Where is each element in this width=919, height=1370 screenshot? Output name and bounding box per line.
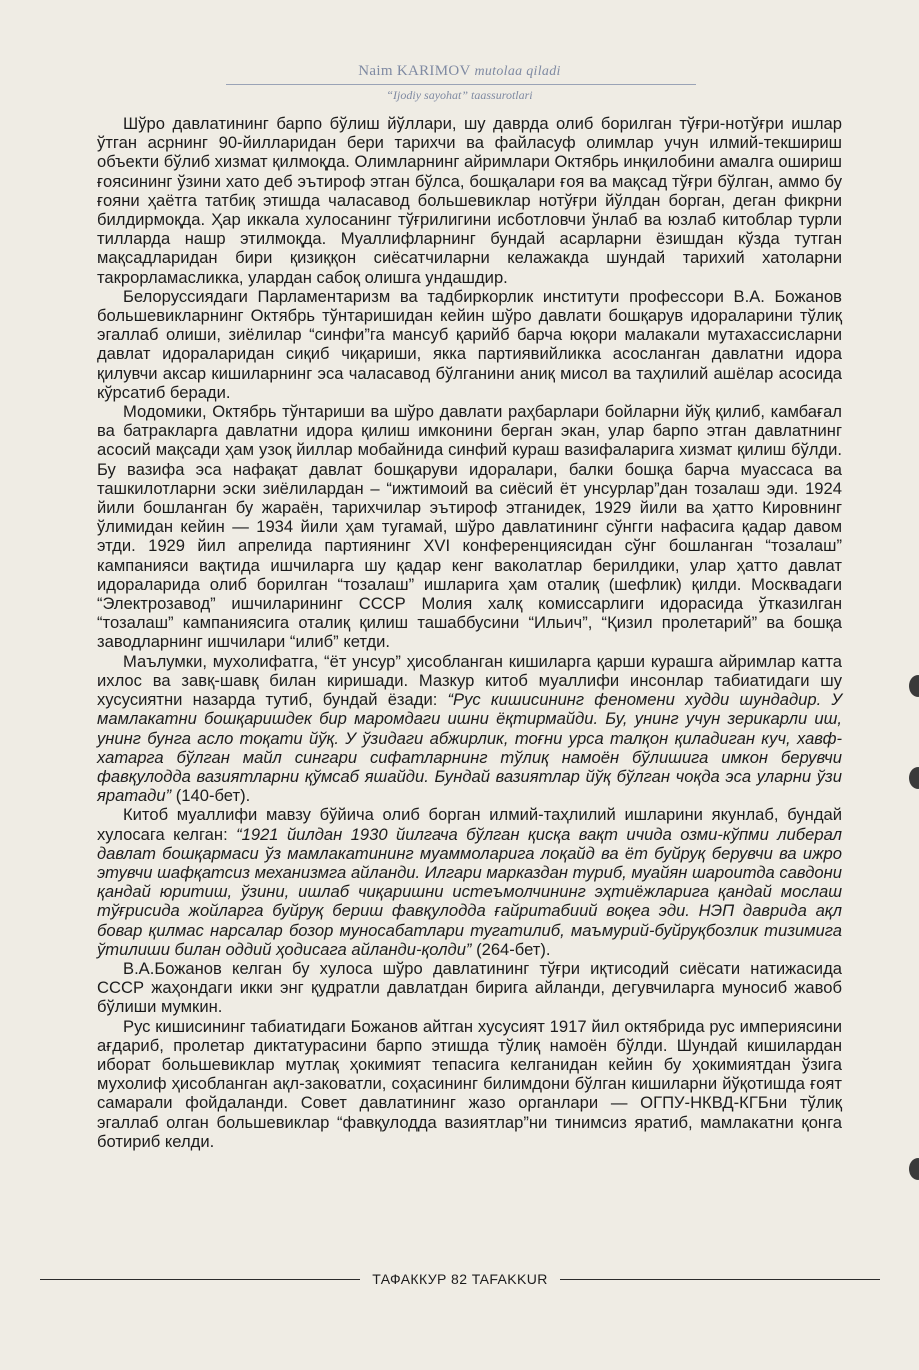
footer-word-right: TAFAKKUR xyxy=(471,1271,548,1287)
paragraph-text: Белоруссиядаги Парламентаризм ва тадбиркорлик институти профессори В.А. Божанов большевикларнинг Октябрь тўнтаришидан кейин шўро давлати бошқарув идораларини тўлиқ эгаллаб олиши, зиёлилар “синфи”га мансуб қарийб барча юқори малакали мутахассисларни давлат идораларидан сиқиб чиқариши, якка партиявийликка асосланган давлатни идора қилувчи аксар кишиларнинг эса чаласавод бўлганини аниқ мисол ва таҳлилий ашёлар асосида кўрсатиб беради. xyxy=(97,286,842,402)
footer-rule-left xyxy=(40,1279,360,1280)
quote-text: “Рус кишисининг феномени худди шундадир. У мамлакатни бошқаришдек бир маромдаги ишни ёқтирмайди. Бу, унинг учун зерикарли иш, унинг бунга асло тоқати йўқ. У ўзидаги абжирлик, тоғни урса талқон қиладиган куч, хавф-хатарга бўлган майл сингари сифатларнинг тўлиқ намоён бўлишига имкон берувчи фавқулодда вазиятларни қўмсаб яшайди. Бундай вазиятлар йўқ бўлган чоқда эса уларни ўзи яратади” xyxy=(97,690,842,806)
running-header xyxy=(0,62,919,102)
page-footer xyxy=(40,1268,880,1290)
page-number: 82 xyxy=(451,1271,468,1287)
paragraph-text: Маълумки, мухолифатга, “ёт унсур” ҳисобланган кишиларга қарши курашга айримлар катта ихлос ва завқ-шавқ билан киришади. Мазкур китоб муаллифи инсонлар табиатидаги шу хусусиятни назарда тутиб, бундай ёзади: xyxy=(97,651,842,710)
binding-hole xyxy=(909,767,919,789)
paragraph-text: В.А.Божанов келган бу хулоса шўро давлатининг тўғри иқтисодий сиёсати натижасида СССР жаҳондаги икки энг қудратли давлатдан бирига айланди, дегувчиларга муносиб жавоб бўлиши мумкин. xyxy=(97,958,842,1017)
paragraph xyxy=(97,287,842,402)
header-author-line xyxy=(0,62,919,81)
paragraph-text: Китоб муаллифи мавзу бўйича олиб борган илмий-таҳлилий ишларини якунлаб, бундай хулосага келган: xyxy=(97,805,842,844)
paragraph-text: (264-бет). xyxy=(471,939,551,959)
paragraph xyxy=(97,1017,842,1151)
paragraph xyxy=(97,652,842,806)
paragraph-text: Шўро давлатининг барпо бўлиш йўллари, шу даврда олиб борилган тўғри-нотўғри ишлар ўтган асрнинг 90-йилларидан бери тарихчи ва файласуф олимлар учун илмий-текшириш объекти бўлиб хизмат қилмоқда. Олимларнинг айримлари Октябрь инқилобини амалга ошириш ғоясининг ўзини хато деб эътироф этган бўлса, бошқалари ғоя ва мақсад тўғри бўлган, аммо бу ғояни ҳаётга татбиқ этишда чаласавод большевиклар нотўғри йўлдан борган, деган фикрни билдирмоқда. Ҳар иккала хулосанинг тўғрилигини исботловчи ўнлаб ва юзлаб китоблар турли тилларда нашр этилмоқда. Муаллифларнинг бундай асарларни ёзишдан кўзда тутган мақсадларидан бири қизиққон сиёсатчиларни келажакда шундай тарихий хатоларни такрорламасликка, улардан сабоқ олишга ундашдир. xyxy=(97,114,842,287)
footer-rule-right xyxy=(560,1279,880,1280)
quote-text: “1921 йилдан 1930 йилгача бўлган қисқа вақт ичида озми-кўпми либерал давлат бошқармаси ўз мамлакатининг муаммоларига лоқайд ва ёт буйруқ берувчи ва ижро этувчи шафқатсиз механизмга айланди. Илгари марказдан туриб, муайян шароитда савдони қандай юритиш, ўзини, ишлаб чиқаришни истеъмолчининг эҳтиёжларига қандай мослаш тўғрисида жойларга буйруқ бериш фавқулодда ғайритабиий воқеа эди. НЭП даврида ақл бовар қилмас нарсалар бозор муносабатлари тугатилиб, маъмурий-буйруқбозлик тизимига ўтилиши билан оддий ҳодисага айланди-қолди” xyxy=(97,824,842,959)
paragraph-text: (140-бет). xyxy=(171,786,251,806)
binding-hole xyxy=(909,675,919,697)
footer-word-left: ТАФАККУР xyxy=(372,1271,447,1287)
paragraph xyxy=(97,114,842,287)
header-mutolaa: mutolaa qiladi xyxy=(474,64,561,79)
header-series: “Ijodiy sayohat” taassurotlari xyxy=(386,88,533,102)
paragraph-text: Рус кишисининг табиатидаги Божанов айтган хусусият 1917 йил октябрида рус империясини ағдариб, пролетар диктатурасини барпо этишда тўлиқ намоён бўлди. Шундай кишилардан иборат большевиклар мутлақ ҳокимият тепасига келганидан кейин бу ҳокимиятдан ўзига мухолиф ҳисобланган ақл-заковатли, соҳасининг билимдони бўлган кишиларни йўқотишда ғоят самарали фойдаланди. Совет давлатининг жазо органлари — ОГПУ-НКВД-КГБни тўлиқ эгаллаб олган большевиклар “фавқулодда вазиятлар”ни тинимсиз яратиб, мамлакатни қонга ботириб келди. xyxy=(97,1016,842,1151)
paragraph xyxy=(97,805,842,959)
binding-hole xyxy=(909,1158,919,1180)
header-rule xyxy=(226,84,696,85)
paragraph xyxy=(97,402,842,652)
header-author: Naim KARIMOV xyxy=(358,63,471,79)
paragraph-text: Модомики, Октябрь тўнтариши ва шўро давлати раҳбарлари бойларни йўқ қилиб, камбағал ва батракларга давлатни идора қилиш имконини берган экан, улар барпо этган давлатнинг асосий мақсади ҳам узоқ йиллар мобайнида синфий кураш вазифаларига хизмат қилиш бўлди. Бу вазифа эса нафақат давлат бошқаруви идоралари, балки бошқа барча муассаса ва ташкилотларни эски зиёлилардан – “ижтимоий ва сиёсий ёт унсурлар”дан тозалаш эди. 1924 йили бошланган бу жараён, тарихчилар эътироф этганидек, 1929 йили ва ҳатто Кировнинг ўлимидан кейин — 1934 йили ҳам тугамай, шўро давлатининг сўнгги нафасига қадар давом этди. 1929 йил апрелида партиянинг XVI конференциясидан сўнг бошланган “тозалаш” кампанияси вақтида ишчиларга шу қадар кенг ваколатлар берилдики, улар ҳатто давлат идораларида олиб борилган “тозалаш” ишларига ҳам оталиқ (шефлик) қилди. Москвадаги “Электрозавод” ишчиларининг СССР Молия халқ комиссарлиги идорасида ўтказилган “тозалаш” кампаниясига оталиқ қилиш ташаббусини “Ильич”, “Қизил пролетарий” ва бошқа заводларнинг ишчилари “илиб” кетди. xyxy=(97,402,842,652)
paragraph xyxy=(97,959,842,1017)
article-body xyxy=(97,114,842,1151)
footer-label xyxy=(360,1271,560,1287)
